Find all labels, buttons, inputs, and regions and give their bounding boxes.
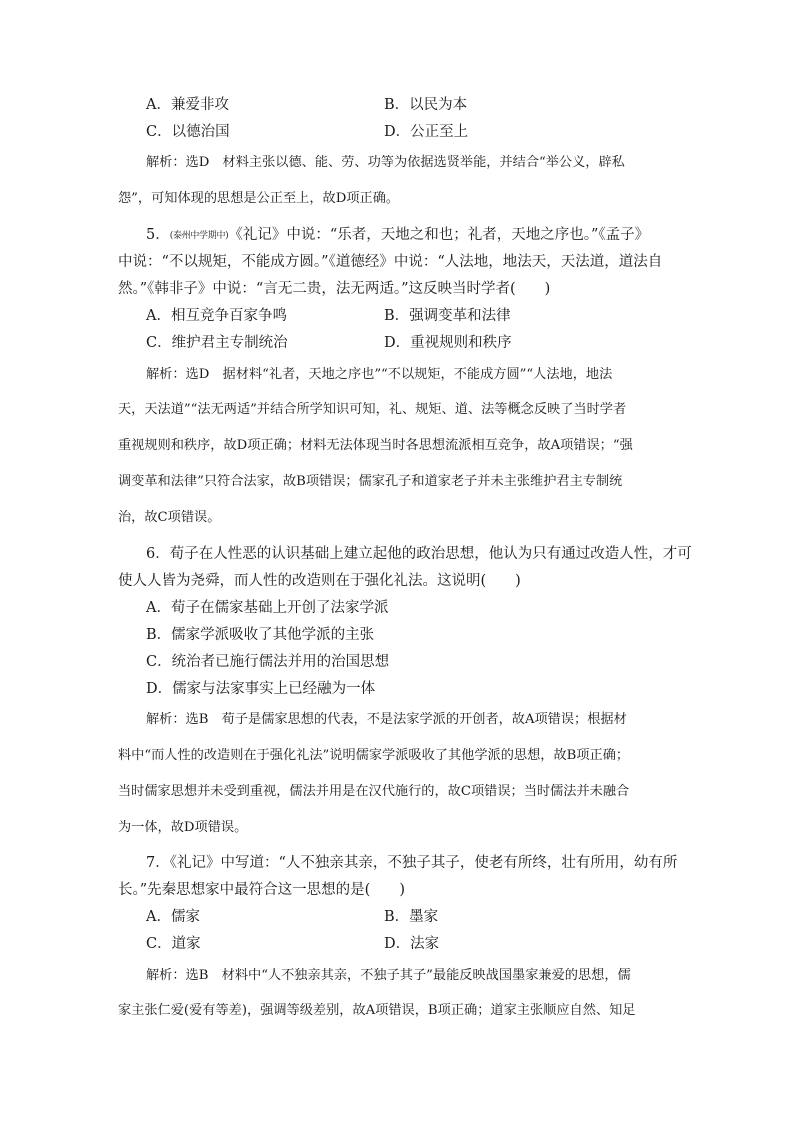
q4-analysis-line-2: 怨”，可知体现的思想是公正至上，故D项正确。 bbox=[118, 191, 400, 206]
q6-analysis-line-2: 料中“而人性的改造则在于强化礼法”说明儒家学派吸收了其他学派的思想，故B项正确； bbox=[118, 748, 630, 763]
q4-option-c: C．以德治国 bbox=[146, 124, 230, 140]
q7-option-c: C．道家 bbox=[146, 936, 201, 952]
q5-analysis-line-5: 治，故C项错误。 bbox=[118, 510, 221, 525]
q5-stem-line-3: 然。”《韩非子》中说：“言无二贵，法无两适。”这反映当时学者( ) bbox=[118, 281, 551, 297]
q6-stem-line-1: 6．荀子在人性恶的认识基础上建立起他的政治思想，他认为只有通过改造人性，才可 bbox=[146, 546, 692, 562]
q5-analysis-line-2: 天，天法道”“法无两适”并结合所学知识可知，礼、规矩、道、法等概念反映了当时学者 bbox=[118, 402, 627, 417]
q6-analysis-line-4: 为一体，故D项错误。 bbox=[118, 820, 248, 835]
q4-option-a: A．兼爱非攻 bbox=[146, 97, 229, 113]
q5-source-tag: (泰州中学期中) bbox=[169, 231, 229, 241]
q6-option-a: A．荀子在儒家基础上开创了法家学派 bbox=[146, 600, 389, 616]
q7-option-d: D．法家 bbox=[384, 936, 440, 952]
q5-analysis-line-3: 重视规则和秩序，故D项正确；材料无法体现当时各思想流派相互竞争，故A项错误；“强 bbox=[118, 438, 633, 453]
q7-stem-line-2: 长。”先秦思想家中最符合这一思想的是( ) bbox=[118, 882, 405, 898]
q5-stem-text-1: 《礼记》中说：“乐者，天地之和也；礼者，天地之序也。”《孟子》 bbox=[228, 227, 650, 243]
q6-analysis-line-3: 当时儒家思想并未受到重视，儒法并用是在汉代施行的，故C项错误；当时儒法并未融合 bbox=[118, 784, 630, 799]
q5-number: 5． bbox=[146, 227, 170, 243]
q5-option-c: C．维护君主专制统治 bbox=[146, 335, 288, 351]
q5-analysis-line-4: 调变革和法律”只符合法家，故B项错误；儒家孔子和道家老子并未主张维护君主专制统 bbox=[118, 474, 623, 489]
q4-option-d: D．公正至上 bbox=[384, 124, 469, 140]
q5-analysis-line-1: 解析：选D 据材料“礼者，天地之序也”“不以规矩，不能成方圆”“人法地，地法 bbox=[146, 367, 613, 382]
q7-stem-line-1: 7．《礼记》中写道：“人不独亲其亲，不独子其子，使老有所终，壮有所用，幼有所 bbox=[146, 855, 678, 871]
q6-option-d: D．儒家与法家事实上已经融为一体 bbox=[146, 681, 376, 697]
q6-analysis-line-1: 解析：选B 荀子是儒家思想的代表，不是法家学派的开创者，故A项错误；根据材 bbox=[146, 712, 627, 727]
q4-analysis-line-1: 解析：选D 材料主张以德、能、劳、功等为依据选贤举能，并结合“举公义，辟私 bbox=[146, 155, 625, 170]
q5-option-d: D．重视规则和秩序 bbox=[384, 335, 512, 351]
q4-option-b: B．以民为本 bbox=[384, 97, 468, 113]
q5-option-b: B．强调变革和法律 bbox=[384, 308, 511, 324]
q7-analysis-line-2: 家主张仁爱(爱有等差)，强调等级差别，故A项错误，B项正确；道家主张顺应自然、知足 bbox=[118, 1003, 636, 1018]
q6-stem-line-2: 使人人皆为尧舜，而人性的改造则在于强化礼法。这说明( ) bbox=[118, 573, 521, 589]
q7-option-a: A．儒家 bbox=[146, 909, 200, 925]
q5-option-a: A．相互竞争百家争鸣 bbox=[146, 308, 287, 324]
q7-option-b: B．墨家 bbox=[384, 909, 439, 925]
q7-analysis-line-1: 解析：选B 材料中“人不独亲其亲，不独子其子”最能反映战国墨家兼爱的思想，儒 bbox=[146, 968, 631, 983]
q6-option-c: C．统治者已施行儒法并用的治国思想 bbox=[146, 654, 390, 670]
q6-option-b: B．儒家学派吸收了其他学派的主张 bbox=[146, 627, 375, 643]
q5-stem-line-2: 中说：“不以规矩，不能成方圆。”《道德经》中说：“人法地，地法天，天法道，道法自 bbox=[118, 254, 663, 270]
q5-stem-line-1 bbox=[146, 225, 649, 246]
